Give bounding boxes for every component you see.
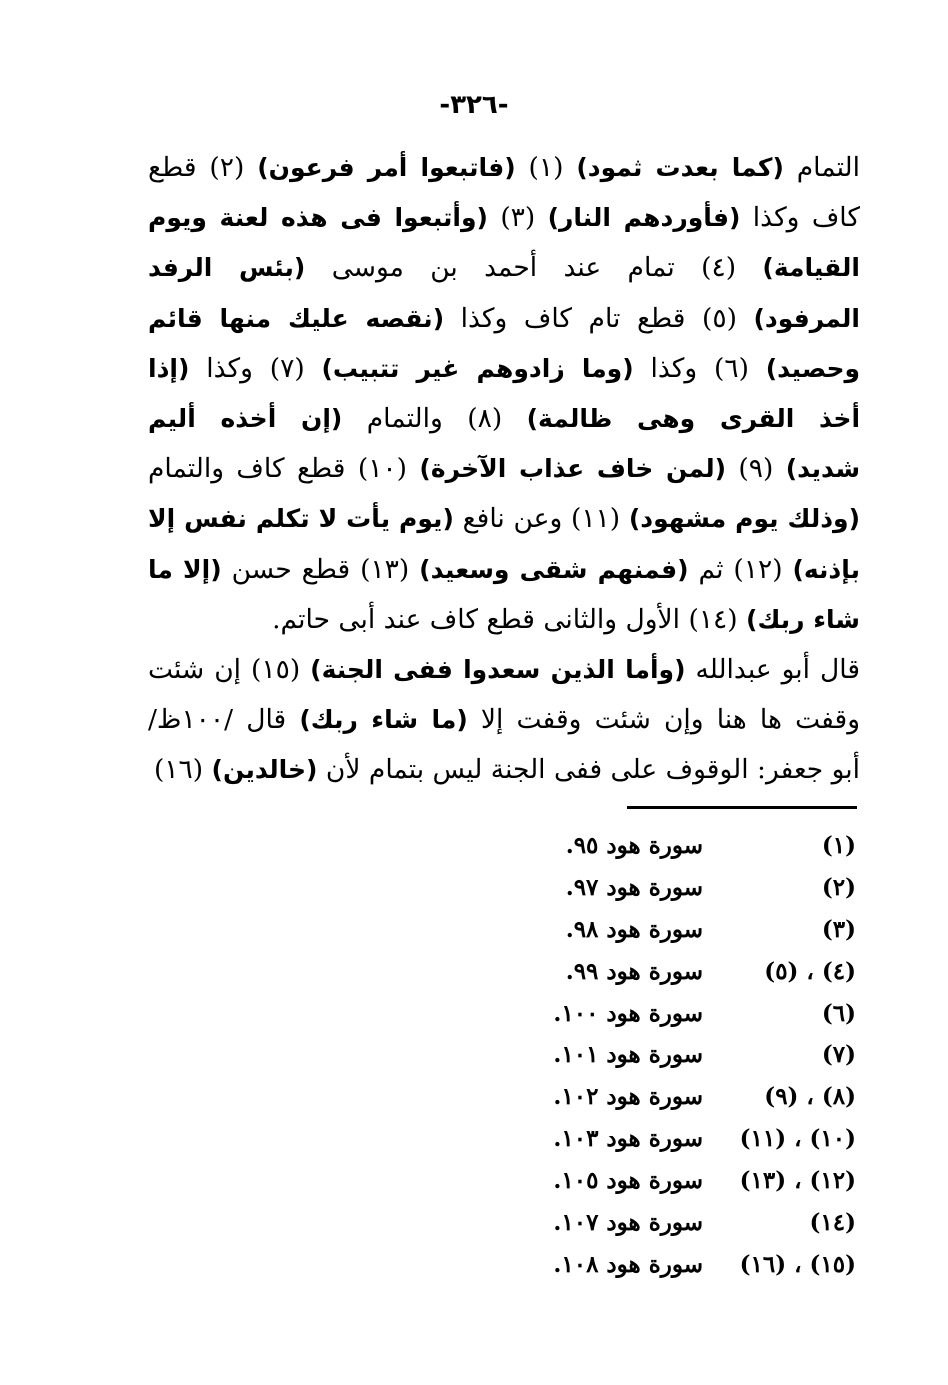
footnote-number: (٦) [821,999,856,1027]
page-number: -٣٢٦- [439,90,509,120]
text-segment: (١٣) قطع حسن [221,553,420,585]
text-segment: (١٥) إن شئت [148,653,311,685]
footnote-number: (١٥) ، (١٦) [739,1250,856,1278]
footnote-row [0,954,948,996]
text-segment: (٣) [487,202,548,234]
footnote-reference: سورة هود ١٠٨. [553,1250,703,1278]
quran-quote: (وذلك يوم مشهود) [628,504,860,534]
text-line [148,243,860,293]
quran-quote: (ما شاء ربك) [299,705,468,735]
footnote-number: (١) [821,832,856,859]
footnote-number: (٨) ، (٩) [764,1083,856,1111]
quran-quote: أخذ القرى وهى ظالمة) [526,403,860,433]
quran-quote: (وأما الذين سعدوا ففى الجنة) [310,654,686,684]
text-segment: (٦) وكذا [633,352,766,384]
text-segment: (١٢) ثم [688,553,793,585]
footnote-number: (٤) ، (٥) [764,957,856,985]
footnote-row [0,1205,948,1247]
footnote-reference: سورة هود ١٠٢. [553,1083,703,1111]
text-segment: (١١) وعن نافع [453,503,629,535]
text-line [148,595,860,645]
quran-quote: (إن أخذه أليم [148,403,343,433]
footnote-reference: سورة هود ١٠٥. [553,1167,703,1195]
text-segment: (١٤) الأول والثانى قطع كاف عند أبى حاتم. [272,603,747,635]
quran-quote: المرفود) [753,303,860,333]
quran-quote: شديد) [785,454,860,484]
footnote-number: (١٠) ، (١١) [739,1125,856,1153]
footnote-reference: سورة هود ١٠١. [553,1041,703,1069]
footnote-row [0,1037,948,1079]
footnote-row [0,1121,948,1163]
text-segment: قال أبو عبدالله [685,653,860,685]
text-line [148,645,860,695]
text-segment: التمام [783,152,860,183]
main-text [148,143,860,795]
text-segment: (٤) تمام عند أحمد بن موسى [305,252,763,284]
text-segment: (٨) والتمام [342,402,527,434]
text-line [148,344,860,394]
quran-quote: شاء ربك) [746,604,860,634]
footnote-separator [627,806,857,809]
text-line [148,394,860,444]
footnote-row [0,996,948,1038]
quran-quote: (فاتبعوا أمر فرعون) [257,153,516,182]
quran-quote: وحصيد) [765,353,860,383]
footnote-number: (٧) [821,1041,856,1069]
text-line [148,444,860,494]
footnote-reference: سورة هود ١٠٠. [553,999,703,1027]
footnote-number: (٢) [821,873,856,901]
text-segment: وقفت ها هنا وإن شئت وقفت إلا [467,704,860,736]
quran-quote: القيامة) [762,253,860,283]
footnote-reference: سورة هود ١٠٧. [553,1209,703,1237]
text-segment: (٧) وكذا [189,352,322,384]
text-segment: (٩) [726,453,786,485]
footnote-number: (١٤) [809,1209,856,1237]
text-segment: (٢) قطع [148,152,258,183]
text-line [148,143,860,193]
text-segment: كاف وكذا [740,202,860,234]
quran-quote: (وما زادوهم غير تتبيب) [321,353,634,383]
text-segment: (١٠) قطع كاف والتمام [148,453,420,485]
quran-quote: (لمن خاف عذاب الآخرة) [419,454,727,484]
text-segment: (١٦) [153,754,212,786]
quran-quote: (يوم يأت لا تكلم نفس إلا [148,504,454,534]
quran-quote: بإذنه) [792,554,860,584]
quran-quote: (إلا ما [148,554,222,584]
footnote-reference: سورة هود ٩٩. [565,957,703,985]
quran-quote: (خالدين) [211,755,318,785]
text-line [148,294,860,344]
footnotes [0,828,948,1289]
footnote-reference: سورة هود ٩٥. [565,832,703,859]
quran-quote: (بئس الرفد [148,253,306,283]
footnote-reference: سورة هود ٩٨. [565,915,703,943]
text-segment: (٥) قطع تام كاف وكذا [444,302,754,334]
footnote-row [0,912,948,954]
text-line [148,695,860,745]
footnote-reference: سورة هود ٩٧. [565,873,703,901]
footnote-row [0,1163,948,1205]
text-segment: أبو جعفر: الوقوف على ففى الجنة ليس بتمام لأن [317,754,860,786]
text-line [148,745,860,795]
text-segment: قال /١٠٠ظ/ [148,704,300,736]
footnote-row [0,870,948,912]
quran-quote: (كما بعدت ثمود) [576,153,784,182]
footnote-number: (٣) [821,915,856,943]
quran-quote: (إذا [148,353,190,383]
text-segment: (١) [515,152,577,183]
footnote-row [0,828,948,870]
text-line [148,494,860,544]
text-line [148,545,860,595]
footnote-row [0,1247,948,1289]
quran-quote: (نقصه عليك منها قائم [148,303,445,333]
quran-quote: (وأتبعوا فى هذه لعنة ويوم [148,203,488,233]
footnote-row [0,1079,948,1121]
quran-quote: (فأوردهم النار) [547,203,741,233]
footnote-reference: سورة هود ١٠٣. [553,1125,703,1153]
quran-quote: (فمنهم شقى وسعيد) [419,554,689,584]
text-line [148,193,860,243]
footnote-number: (١٢) ، (١٣) [739,1167,856,1195]
